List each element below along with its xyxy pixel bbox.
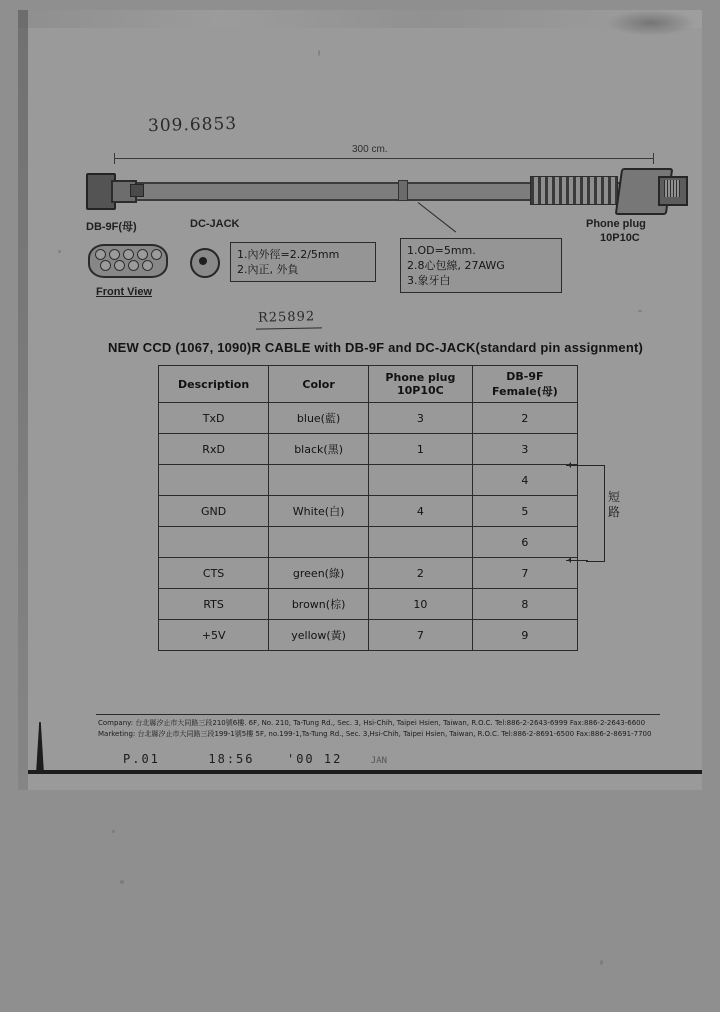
cell-description: RxD xyxy=(159,434,269,465)
note-cable-spec-line1: 1.OD=5mm. xyxy=(407,244,476,257)
cell-phone-plug-pin: 7 xyxy=(368,620,472,651)
cell-phone-plug-pin: 2 xyxy=(368,558,472,589)
cell-db9f-pin: 9 xyxy=(472,620,577,651)
col-header-db9f xyxy=(472,366,577,403)
cell-description: CTS xyxy=(159,558,269,589)
cell-db9f-pin: 5 xyxy=(472,496,577,527)
table-row xyxy=(159,496,578,527)
col-header-db9f-line1: DB-9F xyxy=(506,369,544,383)
db9-pin-row-bottom xyxy=(100,260,153,271)
cell-color: blue(藍) xyxy=(269,403,369,434)
label-db9f: DB-9F(母) xyxy=(86,221,137,233)
cell-color: green(綠) xyxy=(269,558,369,589)
col-header-phone-plug xyxy=(368,366,472,403)
db9-pin xyxy=(142,260,153,271)
bracket-note: 短路 xyxy=(608,490,621,519)
db9-pin xyxy=(114,260,125,271)
col-header-db9f-line2: Female(母) xyxy=(492,384,558,398)
cell-db9f-pin: 8 xyxy=(472,589,577,620)
cell-phone-plug-pin: 3 xyxy=(368,403,472,434)
cell-color: White(白) xyxy=(269,496,369,527)
db9-pin xyxy=(151,249,162,260)
table-row xyxy=(159,527,578,558)
cell-color: brown(棕) xyxy=(269,589,369,620)
table-row xyxy=(159,589,578,620)
cell-color: yellow(黃) xyxy=(269,620,369,651)
cell-description: RTS xyxy=(159,589,269,620)
cell-phone-plug-pin: 10 xyxy=(368,589,472,620)
scan-bottom-rule xyxy=(28,770,702,774)
label-front-view: Front View xyxy=(96,286,153,298)
scan-artifact-spike xyxy=(36,722,44,774)
page-left-edge-shadow xyxy=(18,10,28,790)
cell-db9f-pin: 3 xyxy=(472,434,577,465)
table-row xyxy=(159,465,578,496)
bracket-arrow-top xyxy=(566,465,588,466)
footer-line-marketing: Marketing: 台北縣汐止巿大同路三段199-1號5樓 5F, no.199-1,Ta-Tung Rd., Sec. 3,Hsi-Chih, Taipei Hsien, Taiwan, R.O.C. Tel:886-2-8691-6500 Fax:886-2-8691-7700 xyxy=(98,730,652,738)
handwritten-reference: R25892 xyxy=(257,309,316,326)
label-phone-plug-line2: 10P10C xyxy=(600,232,640,244)
label-dc-jack: DC-JACK xyxy=(190,218,240,230)
short-circuit-bracket xyxy=(586,465,605,562)
col-header-description: Description xyxy=(159,366,269,403)
footer-line-company: Company: 台北縣汐止巿大同路三段210號6樓. 6F, No. 210, Ta-Tung Rd., Sec. 3, Hsi-Chih, Taipei Hsien, Taiwan, R.O.C. Tel:886-2-2643-6999 Fax:886-2-2643-6600 xyxy=(98,719,646,727)
db9-pin-row-top xyxy=(95,249,162,260)
db9-front-view-symbol xyxy=(88,244,164,278)
strain-relief-icon xyxy=(530,176,618,205)
fax-stamp-date: '00 12 xyxy=(286,752,343,766)
handwritten-underline xyxy=(256,327,322,329)
col-header-phone-plug-line1: Phone plug xyxy=(385,371,456,384)
cell-db9f-pin: 4 xyxy=(472,465,577,496)
scan-speck xyxy=(600,960,603,965)
scan-speck xyxy=(120,880,124,884)
cell-db9f-pin: 7 xyxy=(472,558,577,589)
cell-phone-plug-pin xyxy=(368,527,472,558)
table-row xyxy=(159,558,578,589)
cell-color xyxy=(269,527,369,558)
page-title: NEW CCD (1067, 1090)R CABLE with DB-9F and DC-JACK(standard pin assignment) xyxy=(108,340,644,355)
cell-color xyxy=(269,465,369,496)
cell-db9f-pin: 6 xyxy=(472,527,577,558)
cell-color: black(黑) xyxy=(269,434,369,465)
label-phone-plug-line1: Phone plug xyxy=(586,218,646,230)
db9-screw xyxy=(130,184,144,197)
phone-plug-pins xyxy=(664,180,680,197)
dimension-label: 300 cm. xyxy=(348,144,392,155)
dimension-line xyxy=(114,158,654,159)
cell-db9f-pin: 2 xyxy=(472,403,577,434)
db9-pin xyxy=(109,249,120,260)
scan-speck xyxy=(318,50,320,56)
cell-phone-plug-pin: 4 xyxy=(368,496,472,527)
fax-stamp-month: JAN xyxy=(370,756,388,766)
cell-description: GND xyxy=(159,496,269,527)
table-header-row xyxy=(159,366,578,403)
db9-pin xyxy=(137,249,148,260)
cell-description: +5V xyxy=(159,620,269,651)
db9-pin xyxy=(128,260,139,271)
db9f-connector-icon xyxy=(86,173,142,206)
table-row xyxy=(159,620,578,651)
handwritten-part-number: 309.6853 xyxy=(147,113,238,137)
note-dc-jack-line1: 1.內外徑=2.2/5mm xyxy=(237,248,340,261)
note-cable-spec xyxy=(400,238,562,293)
document-sheet xyxy=(18,10,702,790)
dc-jack-symbol xyxy=(190,248,220,278)
scan-smudge xyxy=(606,10,696,36)
company-footer xyxy=(98,718,658,740)
cell-description xyxy=(159,465,269,496)
cell-description: TxD xyxy=(159,403,269,434)
cell-phone-plug-pin: 1 xyxy=(368,434,472,465)
scan-speck xyxy=(638,310,642,312)
note-dc-jack xyxy=(230,242,376,282)
pin-assignment-table xyxy=(158,365,578,651)
note-cable-spec-line2: 2.8心包線, 27AWG xyxy=(407,259,505,272)
fax-stamp xyxy=(123,752,387,766)
note-dc-jack-line2: 2.內正, 外負 xyxy=(237,263,299,276)
cell-phone-plug-pin xyxy=(368,465,472,496)
table-row xyxy=(159,403,578,434)
cable-splice xyxy=(398,180,408,201)
fax-stamp-time: 18:56 xyxy=(208,752,255,766)
db9-pin xyxy=(95,249,106,260)
scan-noise-band xyxy=(18,10,702,28)
phone-plug-connector-icon xyxy=(618,168,686,211)
db9-pin xyxy=(123,249,134,260)
fax-stamp-page: P.01 xyxy=(123,752,160,766)
note-leader-line xyxy=(418,202,456,232)
table-row xyxy=(159,434,578,465)
scan-speck xyxy=(112,830,115,833)
bracket-arrow-bottom xyxy=(566,560,588,561)
cable-drawing xyxy=(78,140,688,320)
col-header-phone-plug-line2: 10P10C xyxy=(397,384,444,397)
note-cable-spec-line3: 3.象牙白 xyxy=(407,274,451,287)
col-header-color: Color xyxy=(269,366,369,403)
scan-speck xyxy=(58,250,61,253)
cell-description xyxy=(159,527,269,558)
footer-divider xyxy=(96,714,660,715)
db9-pin xyxy=(100,260,111,271)
